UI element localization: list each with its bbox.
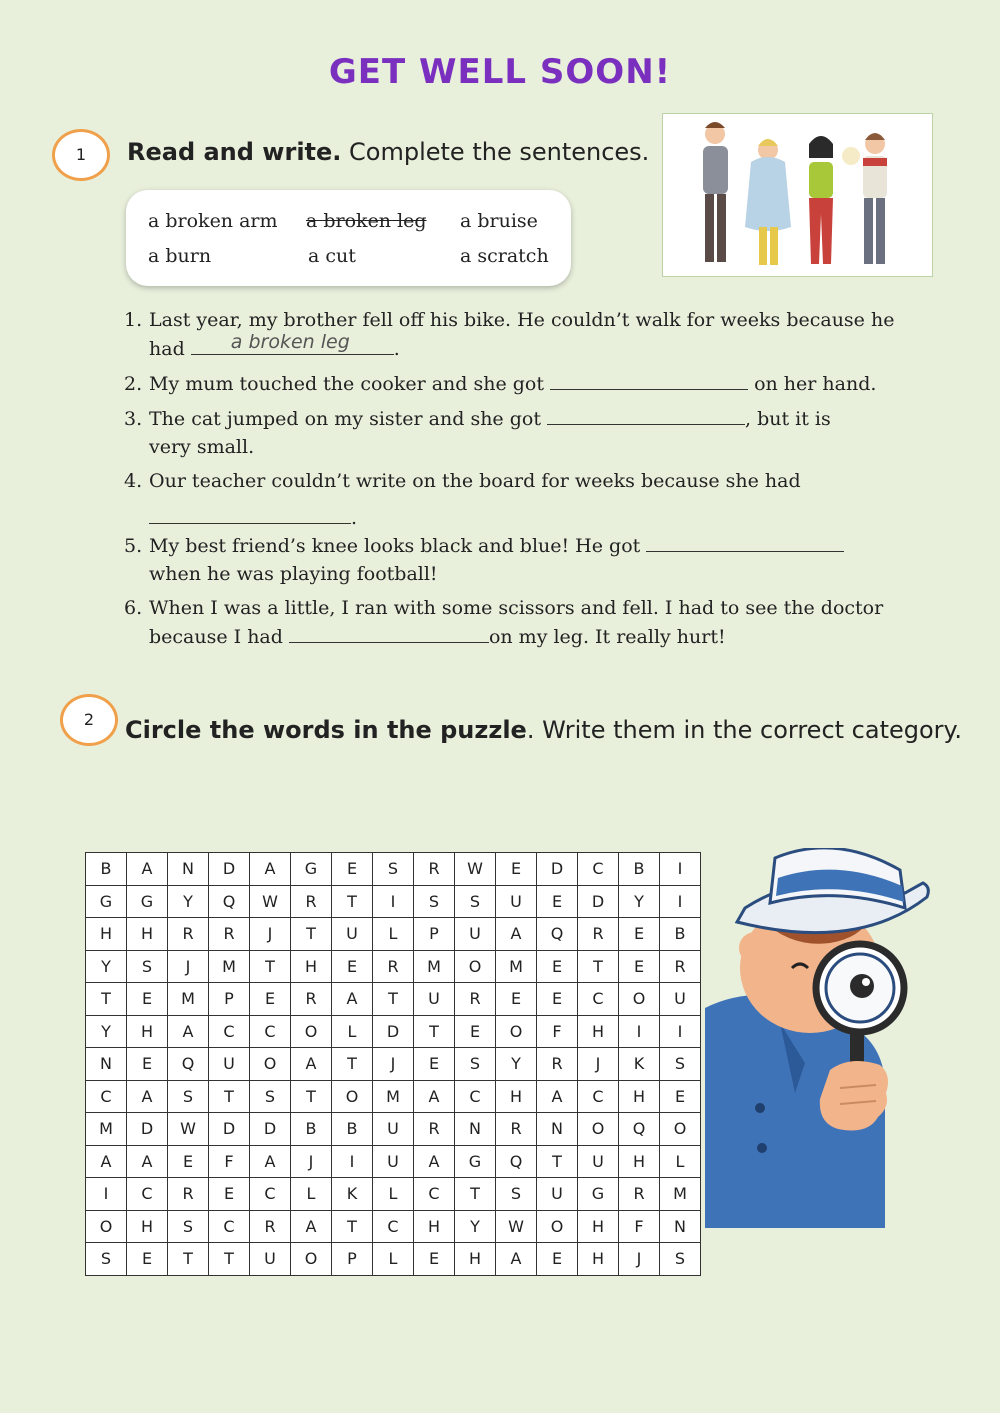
sick-people-illustration — [662, 113, 933, 277]
puzzle-cell[interactable]: O — [250, 1048, 291, 1081]
puzzle-cell[interactable]: U — [209, 1048, 250, 1081]
puzzle-cell[interactable]: R — [455, 983, 496, 1016]
puzzle-cell[interactable]: H — [455, 1243, 496, 1276]
puzzle-cell[interactable]: R — [291, 885, 332, 918]
puzzle-row — [86, 983, 701, 1016]
puzzle-row — [86, 853, 701, 886]
puzzle-cell[interactable]: E — [127, 1243, 168, 1276]
puzzle-cell[interactable]: E — [496, 853, 537, 886]
puzzle-cell[interactable]: M — [660, 1178, 701, 1211]
puzzle-cell[interactable]: R — [619, 1178, 660, 1211]
puzzle-cell[interactable]: A — [291, 1048, 332, 1081]
puzzle-cell[interactable]: A — [414, 1145, 455, 1178]
sentence-number: 2. — [124, 373, 143, 395]
puzzle-cell[interactable]: J — [619, 1243, 660, 1276]
puzzle-cell[interactable]: L — [373, 918, 414, 951]
puzzle-cell[interactable]: C — [209, 1015, 250, 1048]
puzzle-cell[interactable]: Q — [619, 1113, 660, 1146]
puzzle-cell[interactable]: A — [168, 1015, 209, 1048]
puzzle-cell[interactable]: R — [168, 1178, 209, 1211]
puzzle-cell[interactable]: E — [537, 885, 578, 918]
puzzle-cell[interactable]: H — [496, 1080, 537, 1113]
word-bank-item: a burn — [148, 245, 212, 267]
puzzle-cell[interactable]: R — [414, 853, 455, 886]
puzzle-row — [86, 1210, 701, 1243]
sentence-number: 3. — [124, 408, 143, 430]
puzzle-cell[interactable]: I — [373, 885, 414, 918]
puzzle-cell[interactable]: P — [332, 1243, 373, 1276]
puzzle-cell[interactable]: C — [414, 1178, 455, 1211]
puzzle-cell[interactable]: W — [250, 885, 291, 918]
sentence-text: , but it is — [745, 408, 831, 430]
sentence-text: on my leg. It really hurt! — [488, 626, 726, 648]
puzzle-cell[interactable]: C — [578, 1080, 619, 1113]
puzzle-cell[interactable]: T — [291, 918, 332, 951]
puzzle-cell[interactable]: N — [660, 1210, 701, 1243]
puzzle-cell[interactable]: K — [332, 1178, 373, 1211]
puzzle-cell[interactable]: N — [168, 853, 209, 886]
puzzle-cell[interactable]: E — [537, 950, 578, 983]
exercise-1-heading-rest: Complete the sentences. — [341, 138, 650, 166]
puzzle-cell[interactable]: H — [414, 1210, 455, 1243]
puzzle-cell[interactable]: T — [373, 983, 414, 1016]
puzzle-cell[interactable]: Y — [455, 1210, 496, 1243]
sentence-1 — [124, 306, 924, 363]
puzzle-cell[interactable]: O — [86, 1210, 127, 1243]
puzzle-cell[interactable]: B — [86, 853, 127, 886]
puzzle-cell[interactable]: T — [455, 1178, 496, 1211]
sentence-text: My best friend’s knee looks black and blue! He got — [149, 535, 647, 557]
puzzle-cell[interactable]: E — [332, 950, 373, 983]
answer-blank-4[interactable] — [149, 503, 351, 524]
puzzle-cell[interactable]: H — [127, 1210, 168, 1243]
word-search-puzzle[interactable] — [85, 852, 701, 1276]
puzzle-cell[interactable]: J — [250, 918, 291, 951]
puzzle-cell[interactable]: C — [127, 1178, 168, 1211]
word-bank — [126, 190, 571, 286]
sentence-text: The cat jumped on my sister and she got — [149, 408, 547, 430]
sentence-5 — [124, 531, 924, 588]
puzzle-cell[interactable]: H — [578, 1243, 619, 1276]
puzzle-cell[interactable]: Y — [619, 885, 660, 918]
puzzle-cell[interactable]: W — [496, 1210, 537, 1243]
sentence-text: When I was a little, I ran with some scissors and fell. I had to see the doctor — [149, 597, 884, 619]
page-title: GET WELL SOON! — [328, 52, 672, 92]
puzzle-cell[interactable]: M — [86, 1113, 127, 1146]
puzzle-cell[interactable]: E — [496, 983, 537, 1016]
puzzle-cell[interactable]: T — [209, 1080, 250, 1113]
example-answer: a broken leg — [230, 331, 350, 353]
puzzle-cell[interactable]: T — [168, 1243, 209, 1276]
puzzle-cell[interactable]: A — [127, 853, 168, 886]
word-bank-item: a broken arm — [148, 210, 278, 232]
puzzle-cell[interactable]: T — [86, 983, 127, 1016]
puzzle-cell[interactable]: H — [619, 1080, 660, 1113]
puzzle-cell[interactable]: S — [660, 1048, 701, 1081]
puzzle-cell[interactable]: A — [537, 1080, 578, 1113]
puzzle-cell[interactable]: S — [496, 1178, 537, 1211]
sentence-number: 5. — [124, 535, 143, 557]
puzzle-cell[interactable]: A — [250, 853, 291, 886]
puzzle-cell[interactable]: S — [373, 853, 414, 886]
puzzle-cell[interactable]: S — [414, 885, 455, 918]
puzzle-cell[interactable]: H — [291, 950, 332, 983]
puzzle-cell[interactable]: G — [291, 853, 332, 886]
puzzle-cell[interactable]: T — [291, 1080, 332, 1113]
puzzle-cell[interactable]: S — [455, 1048, 496, 1081]
word-bank-item: a scratch — [460, 245, 549, 267]
puzzle-cell[interactable]: C — [373, 1210, 414, 1243]
puzzle-cell[interactable]: E — [455, 1015, 496, 1048]
puzzle-cell[interactable]: R — [291, 983, 332, 1016]
puzzle-cell[interactable]: Q — [496, 1145, 537, 1178]
word-bank-item: a bruise — [460, 210, 538, 232]
puzzle-cell[interactable]: T — [537, 1145, 578, 1178]
answer-blank-3[interactable] — [547, 404, 745, 425]
puzzle-cell[interactable]: M — [373, 1080, 414, 1113]
puzzle-row — [86, 950, 701, 983]
puzzle-cell[interactable]: C — [250, 1015, 291, 1048]
word-bank-item: a cut — [308, 245, 356, 267]
puzzle-cell[interactable]: G — [578, 1178, 619, 1211]
puzzle-cell[interactable]: I — [332, 1145, 373, 1178]
puzzle-cell[interactable]: Q — [537, 918, 578, 951]
puzzle-cell[interactable]: D — [578, 885, 619, 918]
exercise-2-heading-bold: Circle the words in the puzzle — [125, 716, 527, 744]
puzzle-row — [86, 1080, 701, 1113]
puzzle-cell[interactable]: E — [619, 918, 660, 951]
puzzle-cell[interactable]: H — [619, 1145, 660, 1178]
puzzle-cell[interactable]: O — [619, 983, 660, 1016]
puzzle-cell[interactable]: I — [619, 1015, 660, 1048]
puzzle-cell[interactable]: O — [291, 1243, 332, 1276]
puzzle-cell[interactable]: R — [660, 950, 701, 983]
puzzle-cell[interactable]: U — [496, 885, 537, 918]
puzzle-cell[interactable]: P — [209, 983, 250, 1016]
puzzle-cell[interactable]: H — [127, 918, 168, 951]
puzzle-cell[interactable]: H — [578, 1210, 619, 1243]
exercise-1-number: 1 — [52, 129, 110, 181]
puzzle-cell[interactable]: G — [455, 1145, 496, 1178]
puzzle-cell[interactable]: F — [537, 1015, 578, 1048]
puzzle-cell[interactable]: B — [660, 918, 701, 951]
puzzle-cell[interactable]: D — [209, 1113, 250, 1146]
sentence-text: because I had — [149, 626, 289, 648]
puzzle-cell[interactable]: D — [250, 1113, 291, 1146]
sentence-6 — [124, 594, 924, 651]
puzzle-cell[interactable]: O — [537, 1210, 578, 1243]
puzzle-cell[interactable]: J — [168, 950, 209, 983]
puzzle-cell[interactable]: C — [209, 1210, 250, 1243]
answer-blank-1[interactable] — [191, 331, 394, 355]
puzzle-cell[interactable]: T — [332, 1048, 373, 1081]
puzzle-cell[interactable]: E — [127, 1048, 168, 1081]
puzzle-cell[interactable]: E — [209, 1178, 250, 1211]
puzzle-cell[interactable]: U — [537, 1178, 578, 1211]
puzzle-cell[interactable]: W — [455, 853, 496, 886]
puzzle-cell[interactable]: C — [578, 983, 619, 1016]
puzzle-cell[interactable]: R — [414, 1113, 455, 1146]
puzzle-cell[interactable]: G — [86, 885, 127, 918]
word-bank-item-used: a broken leg — [306, 210, 427, 232]
puzzle-cell[interactable]: I — [660, 885, 701, 918]
puzzle-cell[interactable]: J — [291, 1145, 332, 1178]
puzzle-cell[interactable]: S — [168, 1210, 209, 1243]
puzzle-cell[interactable]: A — [496, 918, 537, 951]
sentence-text: very small. — [149, 436, 255, 458]
puzzle-cell[interactable]: S — [660, 1243, 701, 1276]
puzzle-cell[interactable]: R — [168, 918, 209, 951]
puzzle-cell[interactable]: N — [537, 1113, 578, 1146]
puzzle-cell[interactable]: M — [496, 950, 537, 983]
puzzle-cell[interactable]: S — [455, 885, 496, 918]
puzzle-cell[interactable]: I — [86, 1178, 127, 1211]
puzzle-cell[interactable]: H — [86, 918, 127, 951]
puzzle-cell[interactable]: A — [86, 1145, 127, 1178]
detective-illustration — [700, 848, 940, 1228]
puzzle-cell[interactable]: R — [373, 950, 414, 983]
puzzle-cell[interactable]: F — [619, 1210, 660, 1243]
puzzle-cell[interactable]: T — [414, 1015, 455, 1048]
puzzle-cell[interactable]: Y — [86, 950, 127, 983]
puzzle-cell[interactable]: E — [660, 1080, 701, 1113]
puzzle-cell[interactable]: E — [537, 983, 578, 1016]
puzzle-cell[interactable]: O — [455, 950, 496, 983]
puzzle-row — [86, 1243, 701, 1276]
puzzle-cell[interactable]: D — [537, 853, 578, 886]
puzzle-cell[interactable]: U — [373, 1145, 414, 1178]
puzzle-cell[interactable]: J — [373, 1048, 414, 1081]
puzzle-cell[interactable]: O — [291, 1015, 332, 1048]
puzzle-cell[interactable]: S — [127, 950, 168, 983]
puzzle-cell[interactable]: D — [373, 1015, 414, 1048]
puzzle-cell[interactable]: E — [537, 1243, 578, 1276]
puzzle-cell[interactable]: O — [496, 1015, 537, 1048]
puzzle-cell[interactable]: D — [127, 1113, 168, 1146]
puzzle-cell[interactable]: B — [291, 1113, 332, 1146]
puzzle-cell[interactable]: C — [250, 1178, 291, 1211]
puzzle-cell[interactable]: E — [414, 1243, 455, 1276]
puzzle-cell[interactable]: R — [250, 1210, 291, 1243]
puzzle-row — [86, 1178, 701, 1211]
puzzle-cell[interactable]: A — [496, 1243, 537, 1276]
puzzle-cell[interactable]: U — [250, 1243, 291, 1276]
puzzle-cell[interactable]: A — [414, 1080, 455, 1113]
puzzle-cell[interactable]: E — [332, 853, 373, 886]
puzzle-cell[interactable]: G — [127, 885, 168, 918]
sentence-3 — [124, 404, 924, 461]
puzzle-cell[interactable]: L — [373, 1243, 414, 1276]
puzzle-row — [86, 1015, 701, 1048]
puzzle-cell[interactable]: U — [414, 983, 455, 1016]
puzzle-cell[interactable]: L — [291, 1178, 332, 1211]
puzzle-cell[interactable]: U — [373, 1113, 414, 1146]
puzzle-cell[interactable]: Y — [496, 1048, 537, 1081]
sentence-number: 6. — [124, 597, 143, 619]
exercise-1-heading — [127, 138, 649, 166]
puzzle-cell[interactable]: P — [414, 918, 455, 951]
answer-blank-6[interactable] — [289, 622, 489, 643]
exercise-2-heading — [125, 716, 962, 744]
puzzle-cell[interactable]: R — [496, 1113, 537, 1146]
sentence-text: had — [149, 338, 191, 360]
puzzle-cell[interactable]: C — [86, 1080, 127, 1113]
sentence-text: . — [393, 338, 400, 360]
puzzle-row — [86, 1113, 701, 1146]
puzzle-cell[interactable]: F — [209, 1145, 250, 1178]
puzzle-cell[interactable]: M — [168, 983, 209, 1016]
answer-blank-2[interactable] — [550, 369, 748, 390]
sentence-number: 1. — [124, 309, 143, 331]
puzzle-cell[interactable]: A — [332, 983, 373, 1016]
exercise-1-heading-bold: Read and write. — [127, 138, 342, 166]
puzzle-cell[interactable]: T — [250, 950, 291, 983]
sentence-2 — [124, 369, 924, 398]
exercise-2-number: 2 — [60, 694, 118, 746]
puzzle-cell[interactable]: J — [578, 1048, 619, 1081]
sentence-text: My mum touched the cooker and she got — [149, 373, 551, 395]
puzzle-cell[interactable]: E — [619, 950, 660, 983]
puzzle-cell[interactable]: S — [168, 1080, 209, 1113]
puzzle-cell[interactable]: K — [619, 1048, 660, 1081]
puzzle-cell[interactable]: Q — [168, 1048, 209, 1081]
puzzle-cell[interactable]: Y — [168, 885, 209, 918]
exercise-2-heading-rest: . Write them in the correct category. — [526, 716, 962, 744]
puzzle-cell[interactable]: W — [168, 1113, 209, 1146]
puzzle-cell[interactable]: H — [127, 1015, 168, 1048]
sentence-text: Our teacher couldn’t write on the board for weeks because she had — [149, 470, 801, 492]
puzzle-row — [86, 1048, 701, 1081]
puzzle-cell[interactable]: E — [127, 983, 168, 1016]
puzzle-row — [86, 885, 701, 918]
puzzle-cell[interactable]: C — [455, 1080, 496, 1113]
puzzle-cell[interactable]: A — [127, 1080, 168, 1113]
puzzle-cell[interactable]: U — [660, 983, 701, 1016]
puzzle-cell[interactable]: E — [414, 1048, 455, 1081]
puzzle-cell[interactable]: S — [250, 1080, 291, 1113]
puzzle-cell[interactable]: I — [660, 853, 701, 886]
puzzle-cell[interactable]: R — [578, 918, 619, 951]
puzzle-cell[interactable]: N — [86, 1048, 127, 1081]
puzzle-cell[interactable]: O — [578, 1113, 619, 1146]
puzzle-row — [86, 1145, 701, 1178]
puzzle-cell[interactable]: D — [209, 853, 250, 886]
puzzle-cell[interactable]: O — [660, 1113, 701, 1146]
puzzle-cell[interactable]: N — [455, 1113, 496, 1146]
sentence-number: 4. — [124, 470, 143, 492]
puzzle-cell[interactable]: Q — [209, 885, 250, 918]
puzzle-cell[interactable]: E — [168, 1145, 209, 1178]
puzzle-cell[interactable]: S — [86, 1243, 127, 1276]
puzzle-cell[interactable]: U — [455, 918, 496, 951]
puzzle-cell[interactable]: T — [332, 885, 373, 918]
puzzle-cell[interactable]: L — [332, 1015, 373, 1048]
sentence-text: Last year, my brother fell off his bike. He couldn’t walk for weeks because he — [149, 309, 895, 331]
puzzle-cell[interactable]: A — [250, 1145, 291, 1178]
puzzle-cell[interactable]: B — [332, 1113, 373, 1146]
puzzle-cell[interactable]: C — [578, 853, 619, 886]
puzzle-cell[interactable]: Y — [86, 1015, 127, 1048]
answer-blank-5[interactable] — [646, 531, 844, 552]
puzzle-cell[interactable]: T — [209, 1243, 250, 1276]
puzzle-cell[interactable]: L — [373, 1178, 414, 1211]
puzzle-cell[interactable]: I — [660, 1015, 701, 1048]
puzzle-cell[interactable]: O — [332, 1080, 373, 1113]
puzzle-cell[interactable]: H — [578, 1015, 619, 1048]
puzzle-cell[interactable]: B — [619, 853, 660, 886]
puzzle-cell[interactable]: L — [660, 1145, 701, 1178]
puzzle-row — [86, 918, 701, 951]
puzzle-cell[interactable]: T — [578, 950, 619, 983]
puzzle-cell[interactable]: E — [250, 983, 291, 1016]
puzzle-cell[interactable]: R — [537, 1048, 578, 1081]
puzzle-cell[interactable]: T — [332, 1210, 373, 1243]
puzzle-cell[interactable]: R — [209, 918, 250, 951]
puzzle-cell[interactable]: A — [291, 1210, 332, 1243]
puzzle-cell[interactable]: M — [414, 950, 455, 983]
sentence-text: on her hand. — [748, 373, 877, 395]
puzzle-cell[interactable]: U — [332, 918, 373, 951]
sentence-4 — [124, 467, 924, 532]
sentence-text: . — [351, 507, 358, 529]
puzzle-cell[interactable]: U — [578, 1145, 619, 1178]
puzzle-cell[interactable]: M — [209, 950, 250, 983]
puzzle-cell[interactable]: A — [127, 1145, 168, 1178]
sentence-text: when he was playing football! — [149, 563, 438, 585]
